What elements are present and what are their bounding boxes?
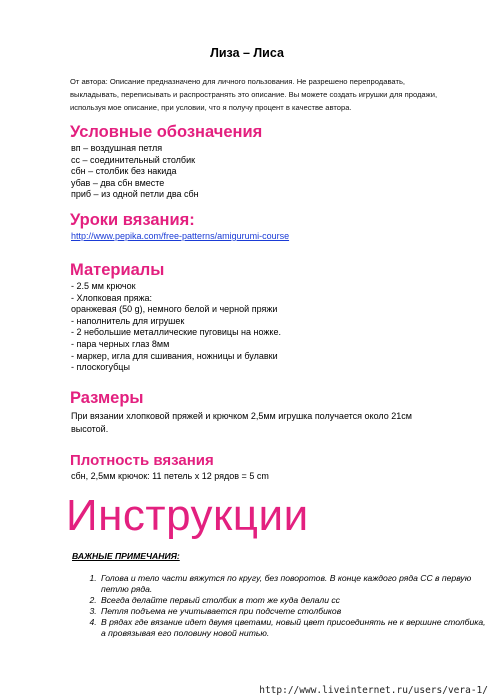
important-notes-title: ВАЖНЫЕ ПРИМЕЧАНИЯ: [72,551,180,561]
author-note: От автора: Описание предназначено для личного пользования. Не разрешено перепродавать, выкладывать, переписывать и распространять это описание. Вы можете создать игрушки для продажи, используя мое описание, при условии, что я получу процент в качестве автора. [70,77,438,112]
list-item: - наполнитель для игрушек [71,315,185,326]
list-item: вп – воздушная петля [71,143,163,153]
lessons-block [71,231,451,243]
list-item: 3. Петля подъема не учитывается при подсчете столбиков [99,606,489,617]
lessons-link[interactable]: http://www.pepika.com/free-patterns/amigurumi-course [71,231,290,241]
sizes-heading: Размеры [70,389,144,407]
gauge-text: сбн, 2,5мм крючок: 11 петель х 12 рядов = 5 cm [71,471,269,481]
gauge-heading: Плотность вязания [70,452,214,469]
list-item: сбн – столбик без накида [71,166,177,177]
list-item: - 2 небольшие металлические пуговицы на ножке. [71,327,281,338]
instructions-heading: Инструкции [66,491,309,540]
list-item: убав – два сбн вместе [71,177,165,188]
list-item: сс – соединительный столбик [71,154,196,165]
lessons-heading: Уроки вязания: [70,211,195,229]
sizes-text: При вязании хлопковой пряжей и крючком 2,5мм игрушка получается около 21см высотой. [71,411,412,434]
list-item: - маркер, игла для сшивания, ножницы и булавки [71,350,278,361]
list-item: 1. Голова и тело части вяжутся по кругу, без поворотов. В конце каждого ряда СС в первую петлю ряда. [99,573,489,595]
list-item: 4. В рядах где вязание идет двумя цветами, новый цвет присоединять не к вершине столбика, а провязывая его половину новой нитью. [99,617,489,639]
document-title: Лиза – Лиса [210,46,284,60]
list-item: - 2.5 мм крючок [71,281,136,291]
list-item: оранжевая (50 g), немного белой и черной пряжи [71,304,278,315]
important-notes-list [79,573,489,639]
list-item: 2. Всегда делайте первый столбик в тот же куда делали сс [99,595,489,606]
materials-list [71,281,451,374]
list-item: - пара черных глаз 8мм [71,338,170,349]
abbreviations-list [71,143,451,201]
source-watermark: http://www.liveinternet.ru/users/vera-1/ [259,685,488,696]
abbreviations-heading: Условные обозначения [70,123,263,141]
list-item: - Хлопковая пряжа: [71,292,153,303]
list-item: - плоскогубцы [71,362,130,373]
list-item: приб – из одной петли два сбн [71,189,199,200]
materials-heading: Материалы [70,261,165,279]
